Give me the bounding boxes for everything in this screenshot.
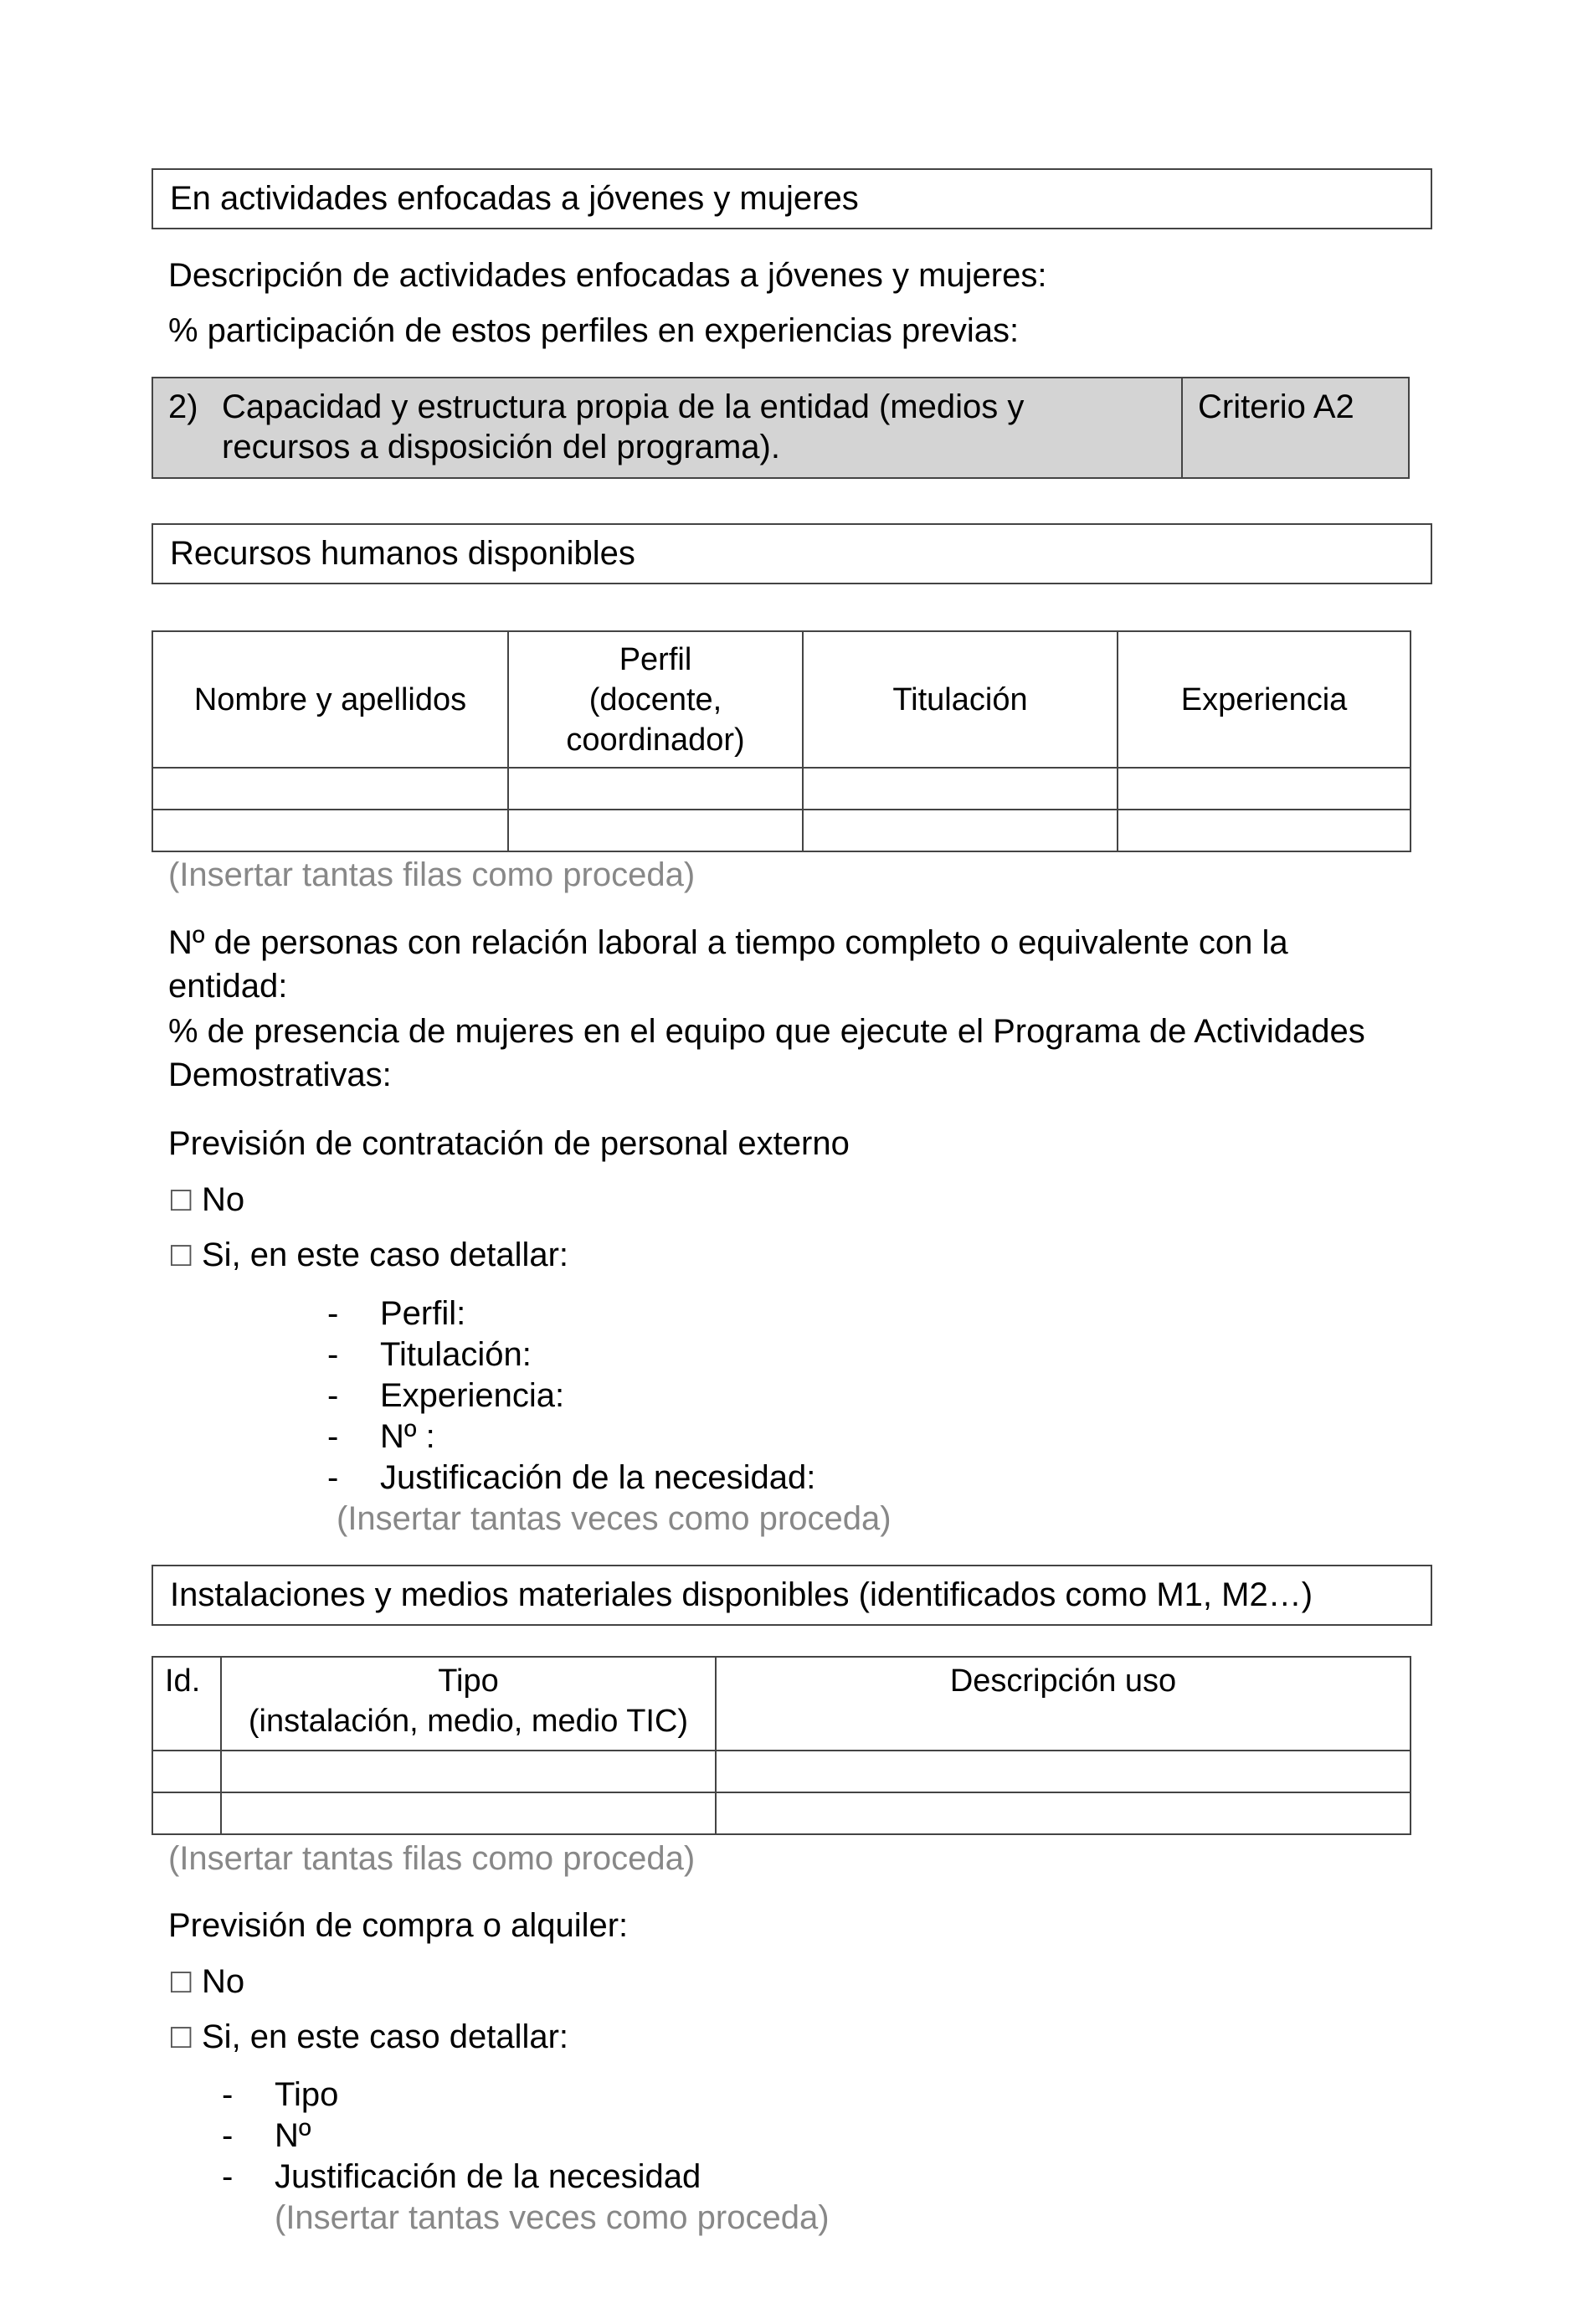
table-cell[interactable] xyxy=(508,768,803,810)
header-profile-l2: (docente, xyxy=(588,681,722,717)
materials-table xyxy=(152,1656,1411,1835)
checkbox-icon[interactable]: ☐ xyxy=(168,1241,194,1273)
table-cell[interactable] xyxy=(152,1792,221,1834)
checkbox-icon[interactable]: ☐ xyxy=(168,1967,194,1999)
table-cell[interactable] xyxy=(1118,768,1411,810)
women-presence-label-l2: Demostrativas: xyxy=(168,1057,392,1093)
criterion-title-line2: recursos a disposición del programa). xyxy=(222,429,780,465)
table-cell[interactable] xyxy=(716,1792,1411,1834)
hr-insert-rows-note: (Insertar tantas filas como proceda) xyxy=(168,856,696,893)
criterion-title-line1: Capacidad y estructura propia de la entidad (medios y xyxy=(222,388,1025,425)
table-header-row xyxy=(152,631,1411,768)
list-item: - Tipo xyxy=(222,2076,339,2113)
header-degree: Titulación xyxy=(803,631,1118,768)
header-profile xyxy=(508,631,803,768)
criterion-number: 2) xyxy=(168,388,198,425)
table-header-row xyxy=(152,1657,1411,1751)
table-cell[interactable] xyxy=(152,768,508,810)
purchase-option-yes[interactable] xyxy=(168,2017,568,2059)
women-presence-label-l1: % de presencia de mujeres en el equipo que ejecute el Programa de Actividades xyxy=(168,1013,1365,1050)
youth-description-label: Descripción de actividades enfocadas a jóvenes y mujeres: xyxy=(168,257,1047,294)
list-item: - Justificación de la necesidad: xyxy=(327,1459,816,1496)
table-cell[interactable] xyxy=(1118,810,1411,851)
header-name: Nombre y apellidos xyxy=(152,631,508,768)
criterion-header xyxy=(152,377,1410,479)
table-row xyxy=(152,1751,1411,1792)
youth-women-box-title: En actividades enfocadas a jóvenes y mujeres xyxy=(170,180,859,217)
youth-women-box xyxy=(152,168,1432,229)
materials-box-title: Instalaciones y medios materiales disponibles (identificados como M1, M2…) xyxy=(170,1576,1313,1613)
table-row xyxy=(152,1792,1411,1834)
criterion-divider xyxy=(1181,378,1183,477)
table-row xyxy=(152,768,1411,810)
list-item: - Perfil: xyxy=(327,1295,466,1332)
materials-insert-times-note: (Insertar tantas veces como proceda) xyxy=(275,2199,830,2236)
table-cell[interactable] xyxy=(508,810,803,851)
human-resources-box-title: Recursos humanos disponibles xyxy=(170,535,635,572)
option-yes-label: Si, en este caso detallar: xyxy=(202,2018,569,2055)
header-type-l2: (instalación, medio, medio TIC) xyxy=(248,1704,689,1739)
header-type xyxy=(221,1657,716,1751)
table-cell[interactable] xyxy=(803,810,1118,851)
option-no-label: No xyxy=(202,1963,245,2000)
list-item: - Nº : xyxy=(327,1418,435,1455)
header-id: Id. xyxy=(152,1657,221,1751)
fulltime-label-l2: entidad: xyxy=(168,968,288,1005)
header-experience: Experiencia xyxy=(1118,631,1411,768)
list-item: - Experiencia: xyxy=(327,1377,565,1414)
materials-insert-rows-note: (Insertar tantas filas como proceda) xyxy=(168,1840,696,1877)
criterion-code: Criterio A2 xyxy=(1198,388,1354,425)
table-row xyxy=(152,810,1411,851)
human-resources-box xyxy=(152,523,1432,584)
youth-participation-label: % participación de estos perfiles en experiencias previas: xyxy=(168,312,1020,349)
human-resources-table xyxy=(152,630,1411,852)
purchase-option-no[interactable] xyxy=(168,1962,244,2003)
table-cell[interactable] xyxy=(716,1751,1411,1792)
hr-insert-times-note: (Insertar tantas veces como proceda) xyxy=(337,1500,892,1537)
materials-box xyxy=(152,1565,1432,1626)
fulltime-label-l1: Nº de personas con relación laboral a tiempo completo o equivalente con la xyxy=(168,924,1288,961)
checkbox-icon[interactable]: ☐ xyxy=(168,2023,194,2054)
external-hire-option-yes[interactable] xyxy=(168,1235,568,1277)
external-hire-label: Previsión de contratación de personal externo xyxy=(168,1125,850,1162)
purchase-label: Previsión de compra o alquiler: xyxy=(168,1907,629,1944)
option-no-label: No xyxy=(202,1181,245,1218)
list-item: - Justificación de la necesidad xyxy=(222,2158,701,2195)
table-cell[interactable] xyxy=(803,768,1118,810)
option-yes-label: Si, en este caso detallar: xyxy=(202,1237,569,1273)
external-hire-option-no[interactable] xyxy=(168,1180,244,1221)
header-profile-l3: coordinador) xyxy=(566,722,745,758)
checkbox-icon[interactable]: ☐ xyxy=(168,1185,194,1217)
table-cell[interactable] xyxy=(152,810,508,851)
header-profile-l1: Perfil xyxy=(619,641,692,677)
list-item: - Titulación: xyxy=(327,1336,532,1373)
header-usage: Descripción uso xyxy=(716,1657,1411,1751)
table-cell[interactable] xyxy=(221,1751,716,1792)
header-type-l1: Tipo xyxy=(438,1663,499,1699)
table-cell[interactable] xyxy=(221,1792,716,1834)
table-cell[interactable] xyxy=(152,1751,221,1792)
list-item: - Nº xyxy=(222,2117,311,2154)
